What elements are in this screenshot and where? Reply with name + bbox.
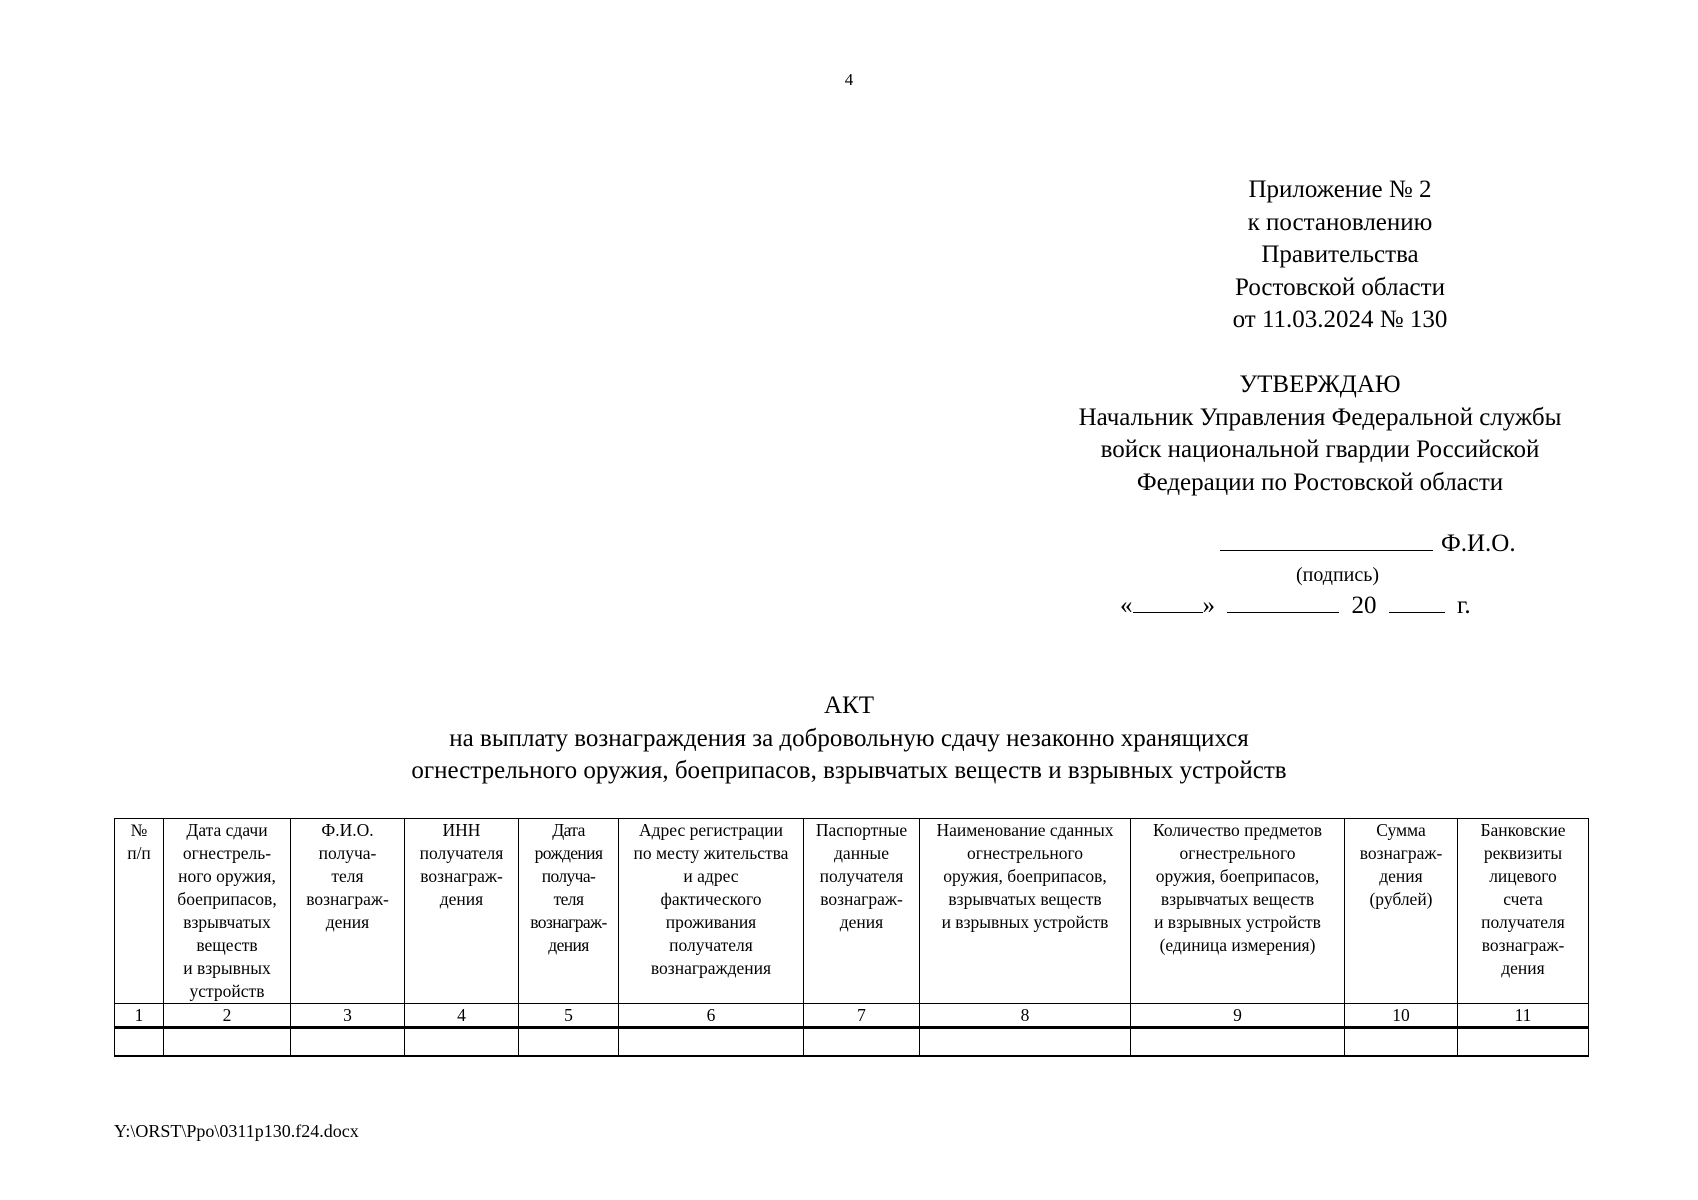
column-number-cell: 4 (405, 1004, 519, 1028)
table-cell (164, 1028, 291, 1057)
approval-position-line: Начальник Управления Федеральной службы (1078, 403, 1562, 431)
header-cell-birth-date: Дата рождения получа- теля вознаграж- дения (519, 819, 619, 1004)
signature-line (1220, 528, 1433, 551)
column-number-row (115, 1004, 1589, 1028)
appendix-line: Правительства (1261, 241, 1419, 268)
page-number: 4 (844, 70, 854, 89)
appendix-line: от 11.03.2024 № 130 (1232, 306, 1448, 333)
table-cell (804, 1028, 920, 1057)
table-cell (1458, 1028, 1589, 1057)
act-title: АКТ (824, 692, 874, 719)
date-day-blank (1133, 590, 1203, 613)
header-cell-recipient-name: Ф.И.О. получа- теля вознаграж- дения (291, 819, 405, 1004)
appendix-block (1180, 174, 1500, 337)
act-subtitle-line: на выплату вознаграждения за добровольную сдачу незаконно хранящихся (449, 724, 1249, 752)
table-cell (920, 1028, 1131, 1057)
date-year-blank (1389, 590, 1445, 613)
table-cell (619, 1028, 804, 1057)
table-cell (291, 1028, 405, 1057)
header-cell-reward-amount: Сумма вознаграж- дения (рублей) (1345, 819, 1458, 1004)
signature-row (1220, 528, 1516, 559)
date-close-quote: » (1202, 592, 1215, 619)
column-number-cell: 3 (291, 1004, 405, 1028)
header-cell-passport: Паспортные данные получателя вознаграж- дения (804, 819, 920, 1004)
header-cell-item-names: Наименование сданных огнестрельного оружия, боеприпасов, взрывчатых веществ и взрывных устройств (920, 819, 1131, 1004)
date-year-prefix: 20 (1351, 592, 1377, 619)
act-title-block (0, 690, 1698, 788)
header-cell-surrender-date: Дата сдачи огнестрель- ного оружия, боеприпасов, взрывчатых веществ и взрывных устройств (164, 819, 291, 1004)
approval-date-row (1120, 590, 1471, 621)
column-number-cell: 10 (1345, 1004, 1458, 1028)
column-number-cell: 9 (1131, 1004, 1345, 1028)
table-cell (405, 1028, 519, 1057)
column-number-cell: 7 (804, 1004, 920, 1028)
column-number-cell: 11 (1458, 1004, 1589, 1028)
header-cell-item-quantity: Количество предметов огнестрельного оружия, боеприпасов, взрывчатых веществ и взрывных устройств (единица измерения) (1131, 819, 1345, 1004)
approval-block (1000, 369, 1640, 499)
date-year-suffix: г. (1457, 592, 1471, 619)
header-cell-number: № п/п (115, 819, 164, 1004)
column-number-cell: 2 (164, 1004, 291, 1028)
signature-caption: (подпись) (1296, 564, 1380, 586)
header-cell-bank-details: Банковские реквизиты лицевого счета получателя вознаграж- дения (1458, 819, 1589, 1004)
table-cell (1345, 1028, 1458, 1057)
table-header-row (115, 819, 1589, 1004)
date-month-blank (1227, 590, 1339, 613)
approval-position-line: войск национальной гвардии Российской (1100, 436, 1540, 463)
date-open-quote: « (1120, 592, 1133, 619)
table-cell (1131, 1028, 1345, 1057)
header-cell-recipient-inn: ИНН получателя вознаграж- дения (405, 819, 519, 1004)
column-number-cell: 6 (619, 1004, 804, 1028)
act-subtitle-line: огнестрельного оружия, боеприпасов, взрывчатых веществ и взрывных устройств (411, 757, 1287, 784)
approval-heading: УТВЕРЖДАЮ (1239, 371, 1401, 398)
table-cell (115, 1028, 164, 1057)
act-table (114, 818, 1589, 1057)
header-cell-address: Адрес регистрации по месту жительства и адрес фактического проживания получателя вознаграждения (619, 819, 804, 1004)
appendix-line: Ростовской области (1235, 273, 1445, 301)
column-number-cell: 5 (519, 1004, 619, 1028)
table-cell (519, 1028, 619, 1057)
table-row (115, 1028, 1589, 1057)
footer-file-path: Y:\ORST\Ppo\0311p130.f24.docx (114, 1121, 359, 1141)
appendix-line: Приложение № 2 (1248, 176, 1432, 203)
name-label: Ф.И.О. (1441, 530, 1516, 557)
column-number-cell: 8 (920, 1004, 1131, 1028)
column-number-cell: 1 (115, 1004, 164, 1028)
approval-position-line: Федерации по Ростовской области (1136, 468, 1504, 496)
appendix-line: к постановлению (1247, 208, 1433, 236)
